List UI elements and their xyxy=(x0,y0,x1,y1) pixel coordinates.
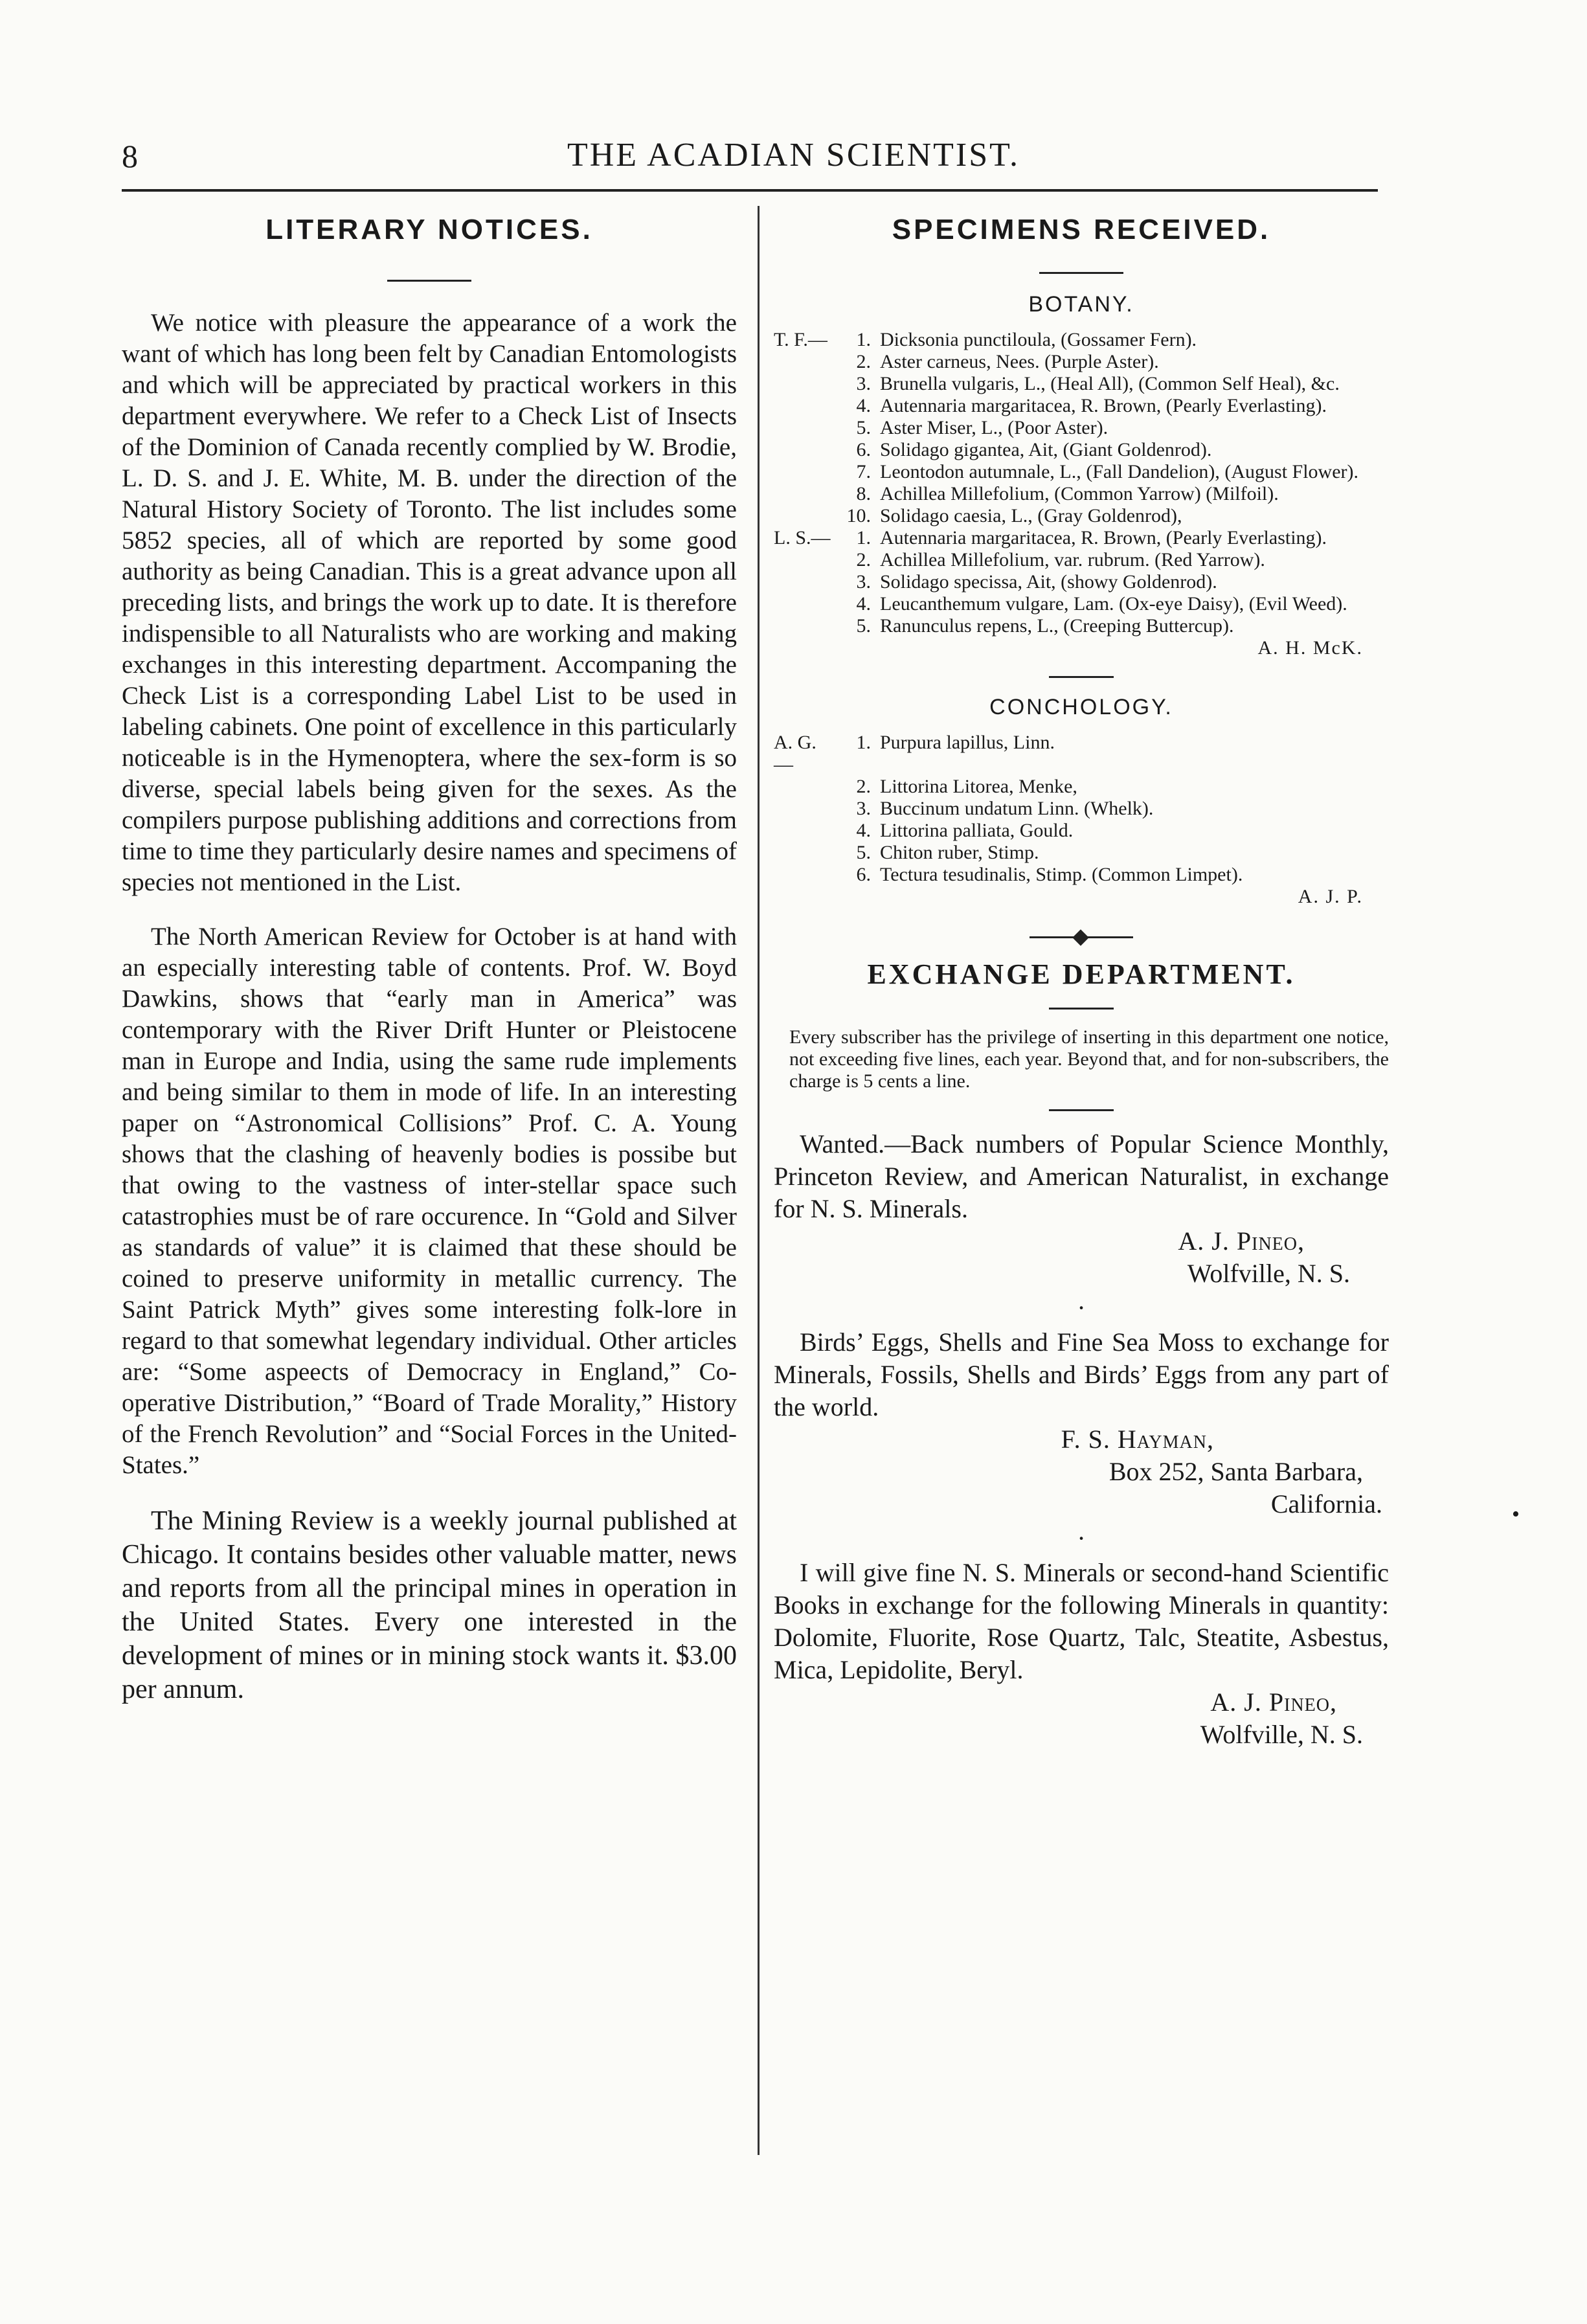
specimen-entry xyxy=(774,842,1389,864)
specimen-number: 3. xyxy=(856,373,871,394)
specimen-name: Littorina palliata, Gould. xyxy=(880,820,1074,841)
ad-minerals-address: Wolfville, N. S. xyxy=(1200,1720,1363,1749)
specimen-collector-code xyxy=(774,483,832,505)
specimen-collector-code xyxy=(774,373,832,395)
specimen-name: Achillea Millefolium, (Common Yarrow) (Milfoil). xyxy=(880,483,1279,504)
specimen-name: Autennaria margaritacea, R. Brown, (Pearly Everlasting). xyxy=(880,527,1327,548)
specimen-number: 8. xyxy=(856,483,871,504)
specimen-collector-code: L. S.— xyxy=(774,527,831,548)
specimen-number: 7. xyxy=(856,461,871,482)
specimen-name: Dicksonia punctiloula, (Gossamer Fern). xyxy=(880,329,1197,350)
ad-wanted: Wanted.—Back numbers of Popular Science Monthly, Princeton Review, and American Naturalist, in exchange for N. S. Minerals. xyxy=(774,1129,1389,1223)
specimen-entry xyxy=(774,351,1389,373)
specimen-name: Buccinum undatum Linn. (Whelk). xyxy=(880,798,1154,819)
botany-list xyxy=(774,329,1389,637)
ad-divider: · xyxy=(1077,1524,1086,1553)
specimen-name: Autennaria margaritacea, R. Brown, (Pearly Everlasting). xyxy=(880,395,1327,416)
section-rule xyxy=(1049,676,1114,678)
ad-wanted-address: Wolfville, N. S. xyxy=(1187,1259,1350,1288)
specimen-number: 4. xyxy=(856,593,871,615)
specimen-name: Achillea Millefolium, var. rubrum. (Red Yarrow). xyxy=(880,549,1265,570)
specimen-collector-code xyxy=(774,593,832,615)
specimens-received-heading: SPECIMENS RECEIVED. xyxy=(892,214,1271,245)
specimen-name: Leucanthemum vulgare, Lam. (Ox-eye Daisy), (Evil Weed). xyxy=(880,593,1347,615)
ad-divider: · xyxy=(1077,1293,1086,1322)
specimen-collector-code xyxy=(774,571,832,593)
specimen-number: 6. xyxy=(856,439,871,460)
notice-mining-review: The Mining Review is a weekly journal published at Chicago. It contains besides other valuable matter, news and reports from all the principal mines in operation in the United States. Every one interested in the development of mines or in mining stock wants it. $3.00 per annum. xyxy=(122,1506,737,1704)
specimen-name: Brunella vulgaris, L., (Heal All), (Common Self Heal), &c. xyxy=(880,373,1340,394)
specimen-number: 2. xyxy=(856,776,871,797)
specimen-collector-code xyxy=(774,395,832,417)
specimen-number: 4. xyxy=(856,395,871,416)
left-column xyxy=(122,207,737,1730)
specimen-entry xyxy=(774,615,1389,637)
specimen-name: Littorina Litorea, Menke, xyxy=(880,776,1077,797)
specimen-collector-code xyxy=(774,461,832,483)
botany-signoff: A. H. McK. xyxy=(1257,637,1363,659)
specimen-number: 2. xyxy=(856,351,871,372)
specimen-entry xyxy=(774,864,1389,886)
specimen-name: Purpura lapillus, Linn. xyxy=(880,732,1055,753)
specimen-entry xyxy=(774,505,1389,527)
page-number: 8 xyxy=(122,138,138,174)
specimen-number: 1. xyxy=(856,329,871,350)
specimen-name: Solidago gigantea, Ait, (Giant Goldenrod). xyxy=(880,439,1212,460)
specimen-number: 3. xyxy=(856,798,871,819)
right-column xyxy=(774,207,1389,1751)
ad-minerals: I will give fine N. S. Minerals or second-hand Scientific Books in exchange for the following Minerals in quantity: Dolomite, Fluorite, Rose Quartz, Talc, Steatite, Asbestus, Mica, Lepidolite, Beryl. xyxy=(774,1558,1389,1684)
specimen-name: Aster Miser, L., (Poor Aster). xyxy=(880,417,1109,438)
conchology-heading: CONCHOLOGY. xyxy=(989,695,1173,719)
specimen-number: 1. xyxy=(856,527,871,548)
heading-rule xyxy=(387,280,471,282)
header-rule xyxy=(122,189,1378,192)
specimen-entry xyxy=(774,549,1389,571)
specimen-collector-code xyxy=(774,439,832,461)
specimen-name: Aster carneus, Nees. (Purple Aster). xyxy=(880,351,1159,372)
ad-wanted-signer: A. J. Pineo, xyxy=(1178,1226,1305,1256)
botany-heading: BOTANY. xyxy=(1028,292,1134,317)
specimen-number: 4. xyxy=(856,820,871,841)
specimen-name: Ranunculus repens, L., (Creeping Buttercup). xyxy=(880,615,1234,637)
specimen-number: 3. xyxy=(856,571,871,592)
specimen-collector-code xyxy=(774,549,832,571)
specimen-collector-code: T. F.— xyxy=(774,329,827,350)
specimen-collector-code xyxy=(774,798,832,820)
notice-north-american-review: The North American Review for October is at hand with an especially interesting table of contents. Prof. W. Boyd Dawkins, shows that “early man in America” was contemporary with the River Drift Hunter or Pleistocene man in Europe and India, using the same rude implements and being similar to them in mode of life. In an interesting paper on “Astronomical Collisions” Prof. C. A. Young shows that the clashing of heavenly bodies is possibe but that owing to the vastness of inter-stellar space such catastrophies must be of rare occurence. In “Gold and Silver as standards of value” it is claimed that these should be coined to preserve uniformity in metallic currency. The Saint Patrick Myth” gives some interesting folk-lore in regard to that somewhat legendary individual. Other articles are: “Some aspeects of Democracy in England,” Co-operative Distribution,” “Board of Trade Morality,” History of the French Revolution” and “Social Forces in the United-States.” xyxy=(122,923,737,1479)
specimen-collector-code xyxy=(774,351,832,373)
specimen-collector-code xyxy=(774,505,832,527)
specimen-number: 5. xyxy=(856,842,871,863)
specimen-name: Tectura tesudinalis, Stimp. (Common Limpet). xyxy=(880,864,1243,885)
specimen-entry xyxy=(774,329,1389,351)
specimen-number: 10. xyxy=(846,505,871,526)
conchology-list xyxy=(774,732,1389,886)
ad-birds-eggs-signer: F. S. Hayman, xyxy=(1061,1425,1214,1454)
ad-birds-eggs-box: Box 252, Santa Barbara, xyxy=(1109,1457,1363,1486)
specimen-name: Solidago specissa, Ait, (showy Goldenrod). xyxy=(880,571,1217,592)
ad-minerals-signer: A. J. Pineo, xyxy=(1210,1687,1337,1717)
specimen-entry xyxy=(774,461,1389,483)
column-divider xyxy=(758,206,760,2155)
specimen-entry xyxy=(774,732,1389,776)
heading-rule xyxy=(1049,1008,1114,1010)
margin-mark: • xyxy=(1512,1502,1520,1526)
specimen-collector-code xyxy=(774,776,832,798)
specimen-collector-code xyxy=(774,864,832,886)
specimen-number: 5. xyxy=(856,417,871,438)
specimen-number: 2. xyxy=(856,549,871,570)
specimen-entry xyxy=(774,820,1389,842)
ornament-divider xyxy=(1030,936,1133,938)
specimen-name: Chiton ruber, Stimp. xyxy=(880,842,1039,863)
specimen-entry xyxy=(774,417,1389,439)
specimen-entry xyxy=(774,798,1389,820)
ad-birds-eggs: Birds’ Eggs, Shells and Fine Sea Moss to exchange for Minerals, Fossils, Shells and Birds’ Eggs from any part of the world. xyxy=(774,1327,1389,1421)
specimen-entry xyxy=(774,395,1389,417)
specimen-name: Leontodon autumnale, L., (Fall Dandelion), (August Flower). xyxy=(880,461,1359,482)
exchange-note: Every subscriber has the privilege of inserting in this department one notice, not exceeding five lines, each year. Beyond that, and for non-subscribers, the charge is 5 cents a line. xyxy=(789,1026,1389,1092)
exchange-department-heading: EXCHANGE DEPARTMENT. xyxy=(867,958,1296,990)
conchology-signoff: A. J. P. xyxy=(1298,886,1363,907)
specimen-collector-code xyxy=(774,417,832,439)
notice-check-list: We notice with pleasure the appearance of a work the want of which has long been felt by Canadian Entomologists and which will be appreciated by practical workers in this department everywhere. We refer to a Check List of Insects of the Dominion of Canada recently complied by W. Brodie, L. D. S. and J. E. White, M. B. under the direction of the Natural History Society of Toronto. The list includes some 5852 species, all of which are reported by some good authority as being Canadian. This is a great advance upon all preceding lists, and brings the work up to date. It is therefore indispensible to all Naturalists who are working and making exchanges in this interesting department. Accompaning the Check List is a corresponding Label List to be used in labeling cabinets. One point of excellence in this particularly noticeable is in the Hymenoptera, where the sex-form is so diverse, special labels being given for the sexes. As the compilers purpose publishing additions and corrections from time to time they particularly desire names and specimens of species not mentioned in the List. xyxy=(122,309,737,896)
specimen-number: 6. xyxy=(856,864,871,885)
ad-birds-eggs-place: California. xyxy=(1270,1489,1382,1518)
specimen-entry xyxy=(774,571,1389,593)
specimen-entry xyxy=(774,439,1389,461)
heading-rule xyxy=(1039,272,1123,274)
specimen-entry xyxy=(774,776,1389,798)
running-head: THE ACADIAN SCIENTIST. xyxy=(567,137,1020,174)
specimen-entry xyxy=(774,593,1389,615)
specimen-number: 5. xyxy=(856,615,871,637)
specimen-name: Solidago caesia, L., (Gray Goldenrod), xyxy=(880,505,1182,526)
specimen-entry xyxy=(774,527,1389,549)
specimen-entry xyxy=(774,483,1389,505)
specimen-entry xyxy=(774,373,1389,395)
specimen-collector-code xyxy=(774,615,832,637)
section-rule xyxy=(1049,1109,1114,1111)
specimen-collector-code: A. G.— xyxy=(774,732,816,775)
specimen-collector-code xyxy=(774,842,832,864)
literary-notices-heading: LITERARY NOTICES. xyxy=(265,214,593,245)
specimen-number: 1. xyxy=(856,732,871,753)
specimen-collector-code xyxy=(774,820,832,842)
